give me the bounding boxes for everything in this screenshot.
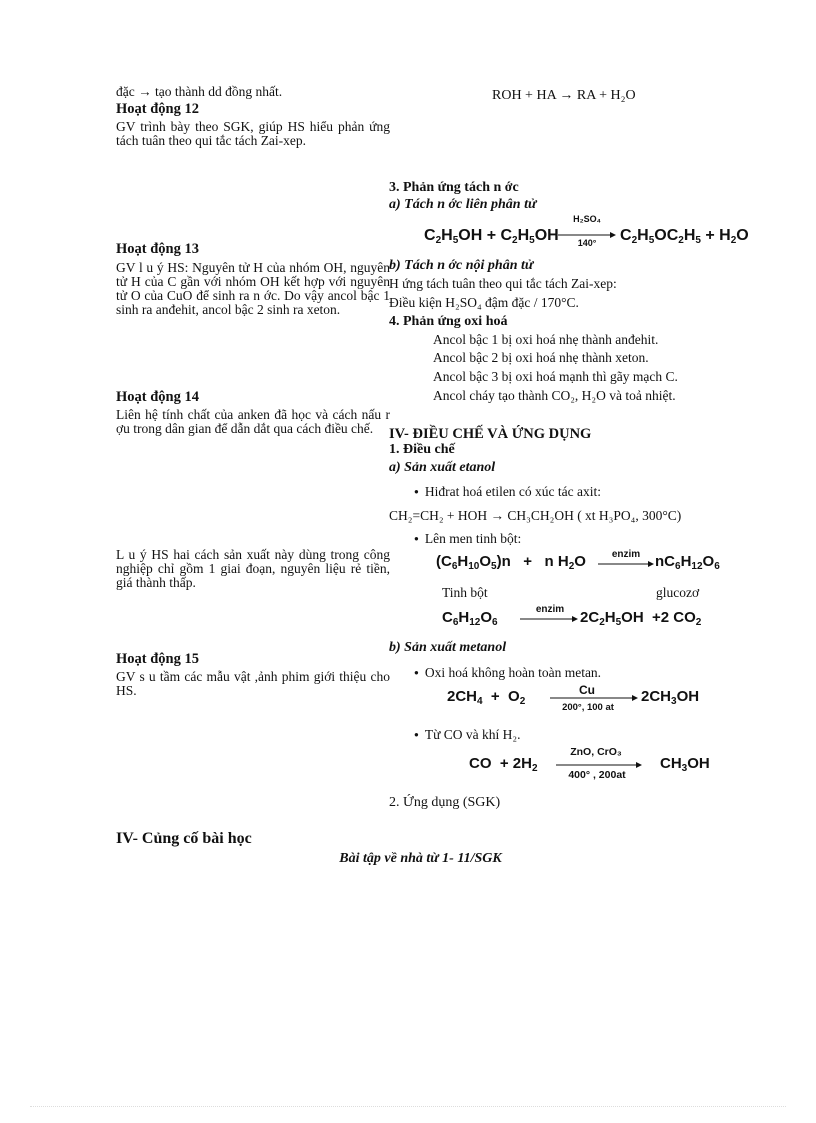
section-4-title: 4. Phản ứng oxi hoá — [389, 314, 508, 329]
section-3b-line-1: H ứng tách tuân theo qui tắc tách Zai-xep: — [389, 276, 617, 291]
section-2-applications-text: 2. Ứng dụng (SGK) — [389, 795, 501, 810]
fermentation-item — [414, 531, 521, 548]
hydration-text: Hiđrat hoá etilen có xúc tác axit: — [424, 484, 602, 499]
hydration-item — [414, 484, 601, 501]
activity-13-text: GV l u ý HS: Nguyên tử H của nhóm OH, nguyên tử H của C gần với nhóm OH kết hợp với nguyên tử O của CuO để sinh ra n ớc. Do vậy ancol bậc 1 sinh ra anđehit, ancol bậc 2 sinh ra xeton. — [116, 260, 390, 317]
activity-15-text: GV s u tầm các mẫu vật ,ảnh phim giới thiệu cho HS. — [116, 669, 390, 698]
ether-temperature-label: 140° — [577, 238, 597, 248]
methane-equation-right: $2CH_3OH$ — [641, 688, 700, 707]
fermentation-equation-right: $2C_2H_5OH +2$ $CO_2$ — [580, 609, 702, 628]
intro-line: đặc → tạo thành dd đồng nhất. — [116, 84, 283, 99]
co-equation-left: CO + $2H_2$ — [469, 755, 538, 774]
section-iv-title: IV- ĐIỀU CHẾ VÀ ỨNG DỤNG — [389, 426, 592, 442]
oxidation-item-3: Ancol bậc 3 bị oxi hoá mạnh thì gãy mạch C. — [433, 369, 678, 384]
oxidation-item-4: Ancol cháy tạo thành CO₂, H₂O và toả nhiệt. — [433, 388, 676, 403]
ether-catalyst-label: H₂SO₄ — [573, 214, 601, 224]
fermentation-equation-left: $C_6H_{12}O_6$ — [442, 609, 498, 628]
starch-equation-right: $nC_6H_{12}O_6$ — [655, 553, 720, 572]
homework-line — [0, 851, 816, 867]
section-3a-title: a) Tách n ớc liên phân tử — [389, 197, 537, 212]
methane-equation-left: $2CH_4 + O_2$ — [447, 688, 526, 707]
hydration-equation: CH₂=CH₂ + HOH → CH₃CH₂OH ( xt H₃PO₄, 300°C) — [389, 508, 682, 523]
fermentation-text: Lên men tinh bột: — [424, 531, 522, 546]
section-iv-summary-title: IV- Củng cố bài học — [116, 830, 252, 847]
activity-12-text: GV trình bày theo SGK, giúp HS hiểu phản ứng tách tuân theo qui tắc tách Zai-xep. — [116, 119, 390, 148]
section-3b-line-2: Điều kiện H₂SO₄ đậm đặc / 170°C. — [389, 295, 579, 310]
co-condition-label: 400° , 200at — [568, 769, 626, 781]
activity-14-title: Hoạt động 14 — [116, 389, 199, 405]
co-equation-right: $CH_3OH$ — [660, 755, 710, 774]
roh-equation: ROH + HA → RA + H₂O — [492, 88, 636, 103]
co-text: Từ CO và khí H₂. — [424, 727, 521, 742]
section-2-applications — [389, 795, 500, 810]
activity-13-title: Hoạt động 13 — [116, 241, 199, 257]
industry-note: L u ý HS hai cách sản xuất này dùng trong công nghiệp chỉ gồm 1 giai đoạn, nguyên liệu rẻ tiền, giá thành thấp. — [116, 547, 390, 590]
ether-product: $C_2H_5OC_2H_5 + H_2O$ — [620, 227, 749, 246]
section-3-title: 3. Phản ứng tách n ớc — [389, 180, 519, 195]
starch-enzim-label: enzim — [611, 549, 641, 560]
methane-text: Oxi hoá không hoàn toàn metan. — [424, 665, 602, 680]
section-iv-b-title: b) Sản xuất metanol — [389, 640, 507, 655]
section-iv-1-title: 1. Điều chế — [389, 442, 455, 457]
methane-item — [414, 665, 601, 682]
activity-12-title: Hoạt động 12 — [116, 101, 199, 117]
ether-equation: $C_2H_5OH + C_2H_5OH$ — [424, 227, 559, 246]
section-iv-a-title: a) Sản xuất etanol — [389, 460, 496, 475]
fermentation-arrow — [518, 614, 580, 624]
oxidation-item-1: Ancol bậc 1 bị oxi hoá nhẹ thành anđehit. — [433, 332, 659, 347]
section-3b-title: b) Tách n ớc nội phân tử — [389, 258, 534, 273]
starch-equation-left: $(C_6H_{10}O_5)n + n$ $H_2O$ — [436, 553, 586, 572]
homework-text: Bài tập về nhà từ 1- 11/SGK — [339, 851, 502, 866]
fermentation-enzim-label: enzim — [535, 604, 565, 615]
activity-14-text: Liên hệ tính chất của anken đã học và cách nấu r ợu trong dân gian để dẫn dắt qua cách điều chế. — [116, 407, 390, 436]
activity-15-title: Hoạt động 15 — [116, 651, 199, 667]
page-bottom-border — [30, 1106, 786, 1107]
oxidation-item-2: Ancol bậc 2 bị oxi hoá nhẹ thành xeton. — [433, 350, 649, 365]
co-item — [414, 727, 520, 744]
methane-condition-label: 200°, 100 at — [562, 702, 614, 713]
label-glucose: glucozơ — [656, 585, 700, 600]
label-starch: Tinh bột — [442, 585, 488, 600]
co-catalyst-label: ZnO, CrO₃ — [570, 746, 622, 758]
starch-arrow — [596, 559, 656, 569]
methane-catalyst-label: Cu — [579, 683, 595, 697]
